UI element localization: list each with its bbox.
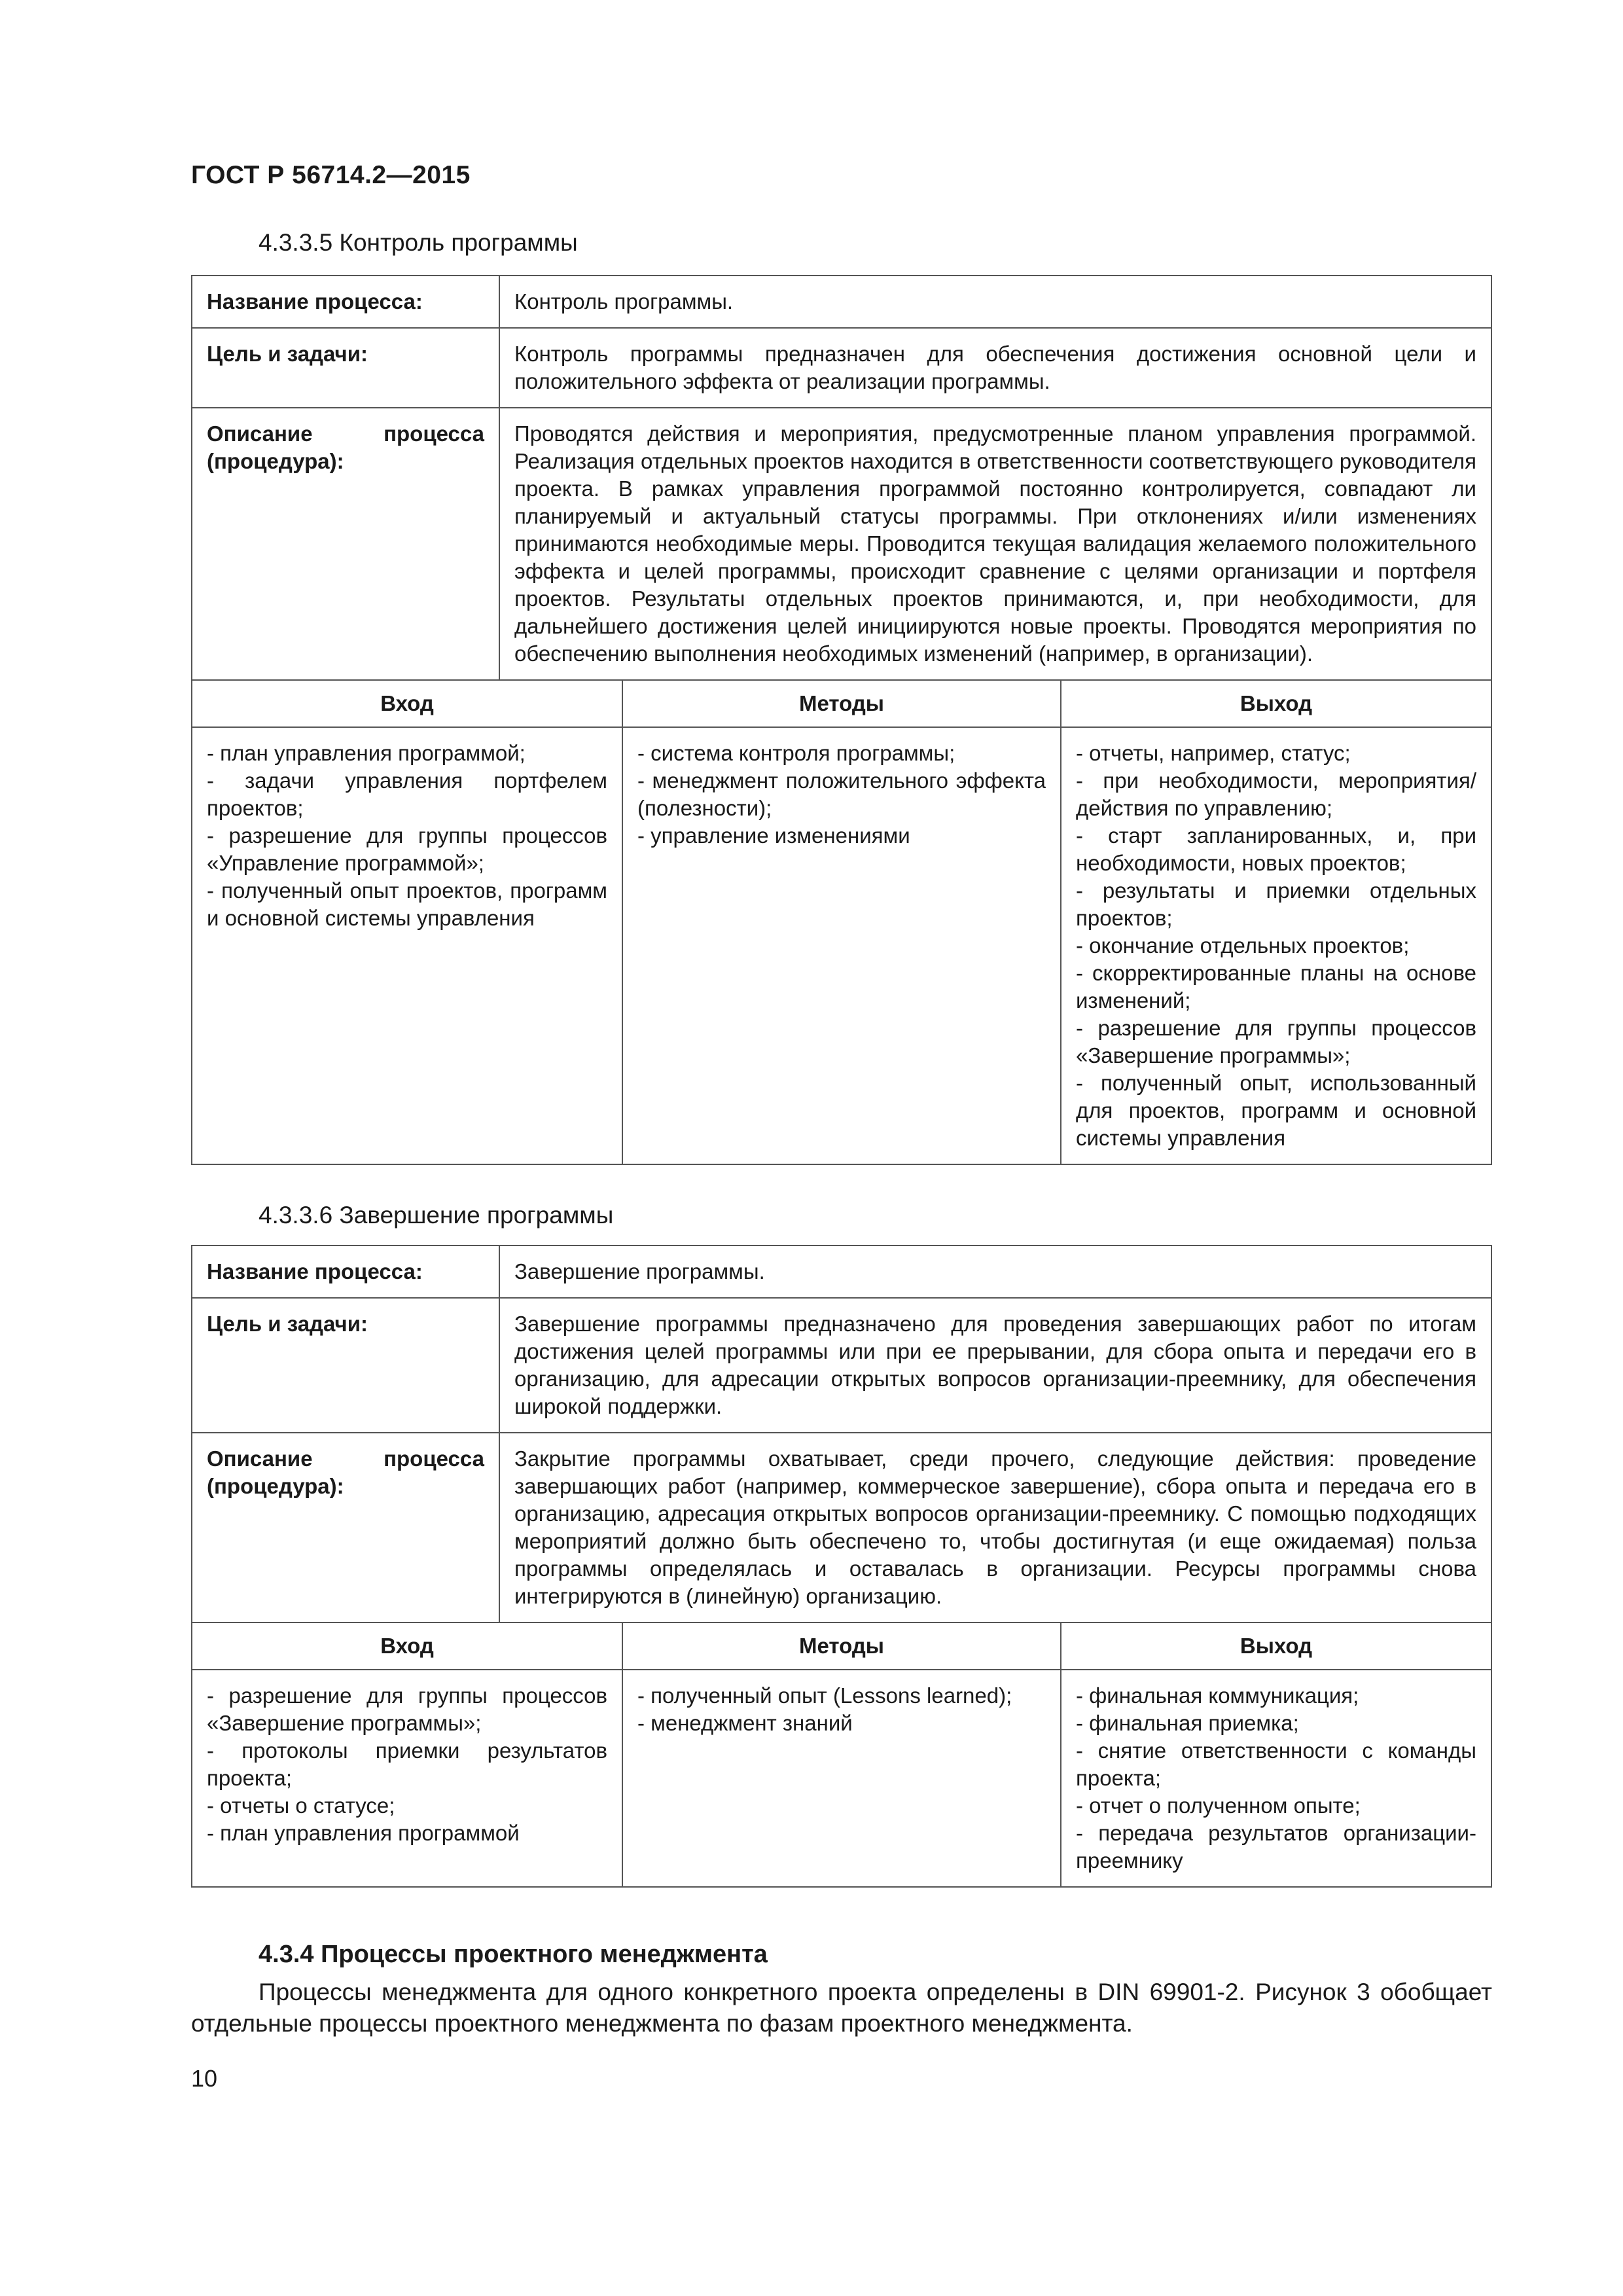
list-item: - разрешение для группы процессов «Завершение программы»; <box>207 1683 607 1735</box>
process-name-value: Контроль программы. <box>514 289 734 314</box>
list-item: - окончание отдельных проектов; <box>1076 933 1410 958</box>
process-table-program-closure <box>191 1245 1492 1888</box>
input-list <box>192 1670 623 1886</box>
description-label: Описание процесса (процедура): <box>192 408 500 679</box>
page-number: 10 <box>191 2065 218 2092</box>
list-item: - передача результатов организации-преемнику <box>1076 1821 1476 1873</box>
column-header-output: Выход <box>1240 691 1313 715</box>
list-item: - при необходимости, мероприятия/действия по управлению; <box>1076 768 1476 820</box>
list-item: - управление изменениями <box>637 823 910 848</box>
column-header-input: Вход <box>192 1623 623 1669</box>
list-item: - скорректированные планы на основе изменений; <box>1076 961 1476 1013</box>
list-item: - отчеты о статусе; <box>207 1793 395 1818</box>
column-header-methods: Методы <box>623 1623 1061 1669</box>
columns-content-row <box>192 728 1491 1164</box>
document-code: ГОСТ Р 56714.2—2015 <box>191 161 471 189</box>
list-item: - финальная приемка; <box>1076 1711 1299 1735</box>
section-heading-program-control: 4.3.3.5 Контроль программы <box>259 229 578 256</box>
description-value: Проводятся действия и мероприятия, предусмотренные планом управления программой. Реализация отдельных проектов находится в ответственности соответствующего руководителя проекта. В рамках управления программой постоянно контролируется, совпадают ли планируемый и актуальный статусы программы. При отклонениях и/или изменениях принимаются необходимые меры. Проводится текущая валидация желаемого положительного эффекта и целей программы, происходит сравнение с целями организации и портфеля проектов. Результаты отдельных проектов принимаются, и, при необходимости, для дальнейшего достижения целей инициируются новые проекты. Проводятся мероприятия по обеспечению выполнения необходимых изменений (например, в организации). <box>514 422 1476 666</box>
process-name-label: Название процесса: <box>192 1246 500 1297</box>
column-header-output: Выход <box>1240 1634 1313 1658</box>
column-header-methods: Методы <box>623 681 1061 726</box>
list-item: - разрешение для группы процессов «Завершение программы»; <box>1076 1016 1476 1067</box>
list-item: - полученный опыт проектов, программ и основной системы управления <box>207 878 607 930</box>
list-item: - финальная коммуникация; <box>1076 1683 1359 1708</box>
goal-label: Цель и задачи: <box>192 1299 500 1432</box>
section-heading-program-closure: 4.3.3.6 Завершение программы <box>259 1202 614 1229</box>
list-item: - протоколы приемки результатов проекта; <box>207 1738 607 1790</box>
list-item: - система контроля программы; <box>637 741 955 765</box>
list-item: - результаты и приемки отдельных проектов; <box>1076 878 1476 930</box>
goal-row <box>192 1299 1491 1433</box>
methods-list <box>623 728 1061 1164</box>
list-item: - отчет о полученном опыте; <box>1076 1793 1361 1818</box>
goal-row <box>192 329 1491 408</box>
section-heading-project-management-processes: 4.3.4 Процессы проектного менеджмента <box>259 1941 768 1968</box>
list-item: - полученный опыт (Lessons learned); <box>637 1683 1012 1708</box>
description-row <box>192 408 1491 681</box>
description-row <box>192 1433 1491 1623</box>
process-table-program-control <box>191 275 1492 1165</box>
output-list <box>1061 1670 1491 1886</box>
process-name-row <box>192 276 1491 329</box>
goal-label: Цель и задачи: <box>192 329 500 407</box>
description-value: Закрытие программы охватывает, среди прочего, следующие действия: проведение завершающих работ (например, коммерческое завершение), сбора опыта и передача его в организацию, адресация открытых вопросов организации-преемнику. С помощью подходящих мероприятий должно быть обеспечено то, чтобы достигнутая (и еще ожидаемая) польза программы определялась и оставалась в организации. Ресурсы программы снова интегрируются в (линейную) организацию. <box>514 1446 1476 1608</box>
columns-header-row <box>192 1623 1491 1670</box>
list-item: - план управления программой <box>207 1821 520 1845</box>
output-list <box>1061 728 1491 1164</box>
list-item: - разрешение для группы процессов «Управление программой»; <box>207 823 607 875</box>
body-paragraph: Процессы менеджмента для одного конкретного проекта определены в DIN 69901-2. Рисунок 3 обобщает отдельные процессы проектного менеджмента по фазам проектного менеджмента. <box>191 1979 1492 2037</box>
process-name-value: Завершение программы. <box>514 1259 765 1283</box>
input-list <box>192 728 623 1164</box>
process-name-row <box>192 1246 1491 1299</box>
methods-list <box>623 1670 1061 1886</box>
list-item: - старт запланированных, и, при необходимости, новых проектов; <box>1076 823 1476 875</box>
list-item: - менеджмент положительного эффекта (полезности); <box>637 768 1046 820</box>
process-name-label: Название процесса: <box>192 276 500 327</box>
list-item: - задачи управления портфелем проектов; <box>207 768 607 820</box>
goal-value: Контроль программы предназначен для обеспечения достижения основной цели и положительного эффекта от реализации программы. <box>514 342 1476 393</box>
goal-value: Завершение программы предназначено для проведения завершающих работ по итогам достижения целей программы или при ее прерывании, для сбора опыта и передачи его в организацию, для адресации открытых вопросов организации-преемнику, для обеспечения широкой поддержки. <box>514 1312 1476 1418</box>
columns-header-row <box>192 681 1491 728</box>
columns-content-row <box>192 1670 1491 1886</box>
description-label: Описание процесса (процедура): <box>192 1433 500 1622</box>
list-item: - менеджмент знаний <box>637 1711 853 1735</box>
list-item: - отчеты, например, статус; <box>1076 741 1351 765</box>
list-item: - план управления программой; <box>207 741 526 765</box>
list-item: - снятие ответственности с команды проекта; <box>1076 1738 1476 1790</box>
list-item: - полученный опыт, использованный для проектов, программ и основной системы управления <box>1076 1071 1476 1150</box>
column-header-input: Вход <box>192 681 623 726</box>
